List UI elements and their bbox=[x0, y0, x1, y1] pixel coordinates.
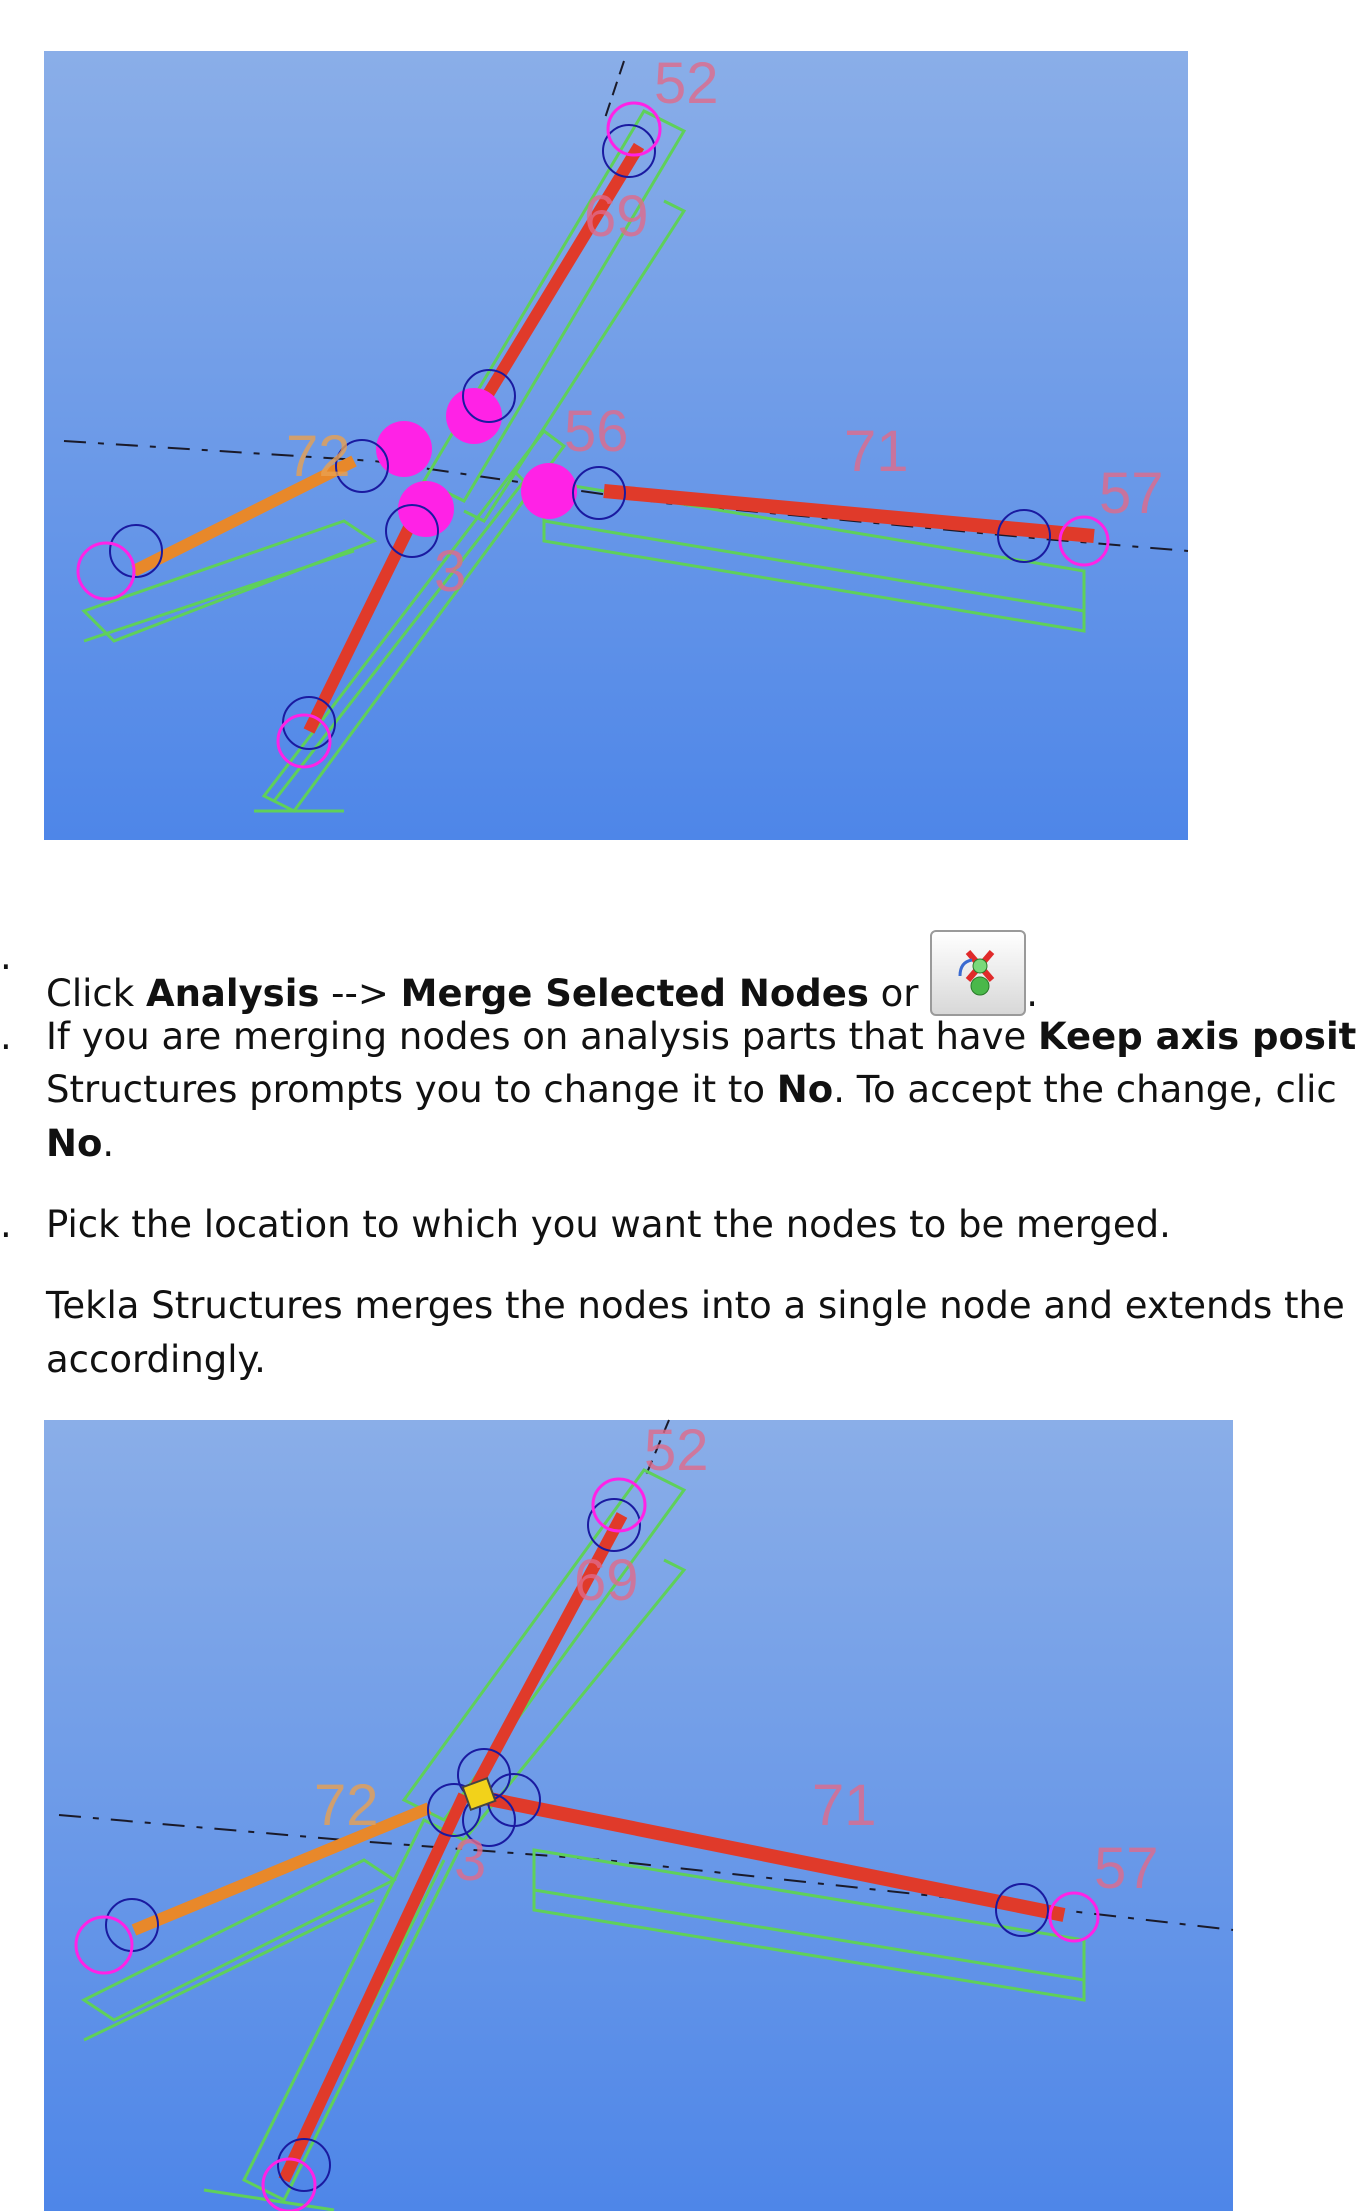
menu-arrow: --> bbox=[319, 972, 401, 1015]
step-3: Pick the location to which you want the nodes to be merged. bbox=[46, 1203, 1171, 1246]
step-2-text-3: . To accept the change, clic bbox=[833, 1068, 1337, 1111]
merge-selected-nodes-command: Merge Selected Nodes bbox=[400, 972, 869, 1015]
svg-text:71: 71 bbox=[844, 419, 909, 484]
step-1-end: . bbox=[1026, 972, 1039, 1015]
step-1 bbox=[46, 930, 1038, 1021]
svg-text:72: 72 bbox=[314, 1773, 379, 1838]
step-number-1: . bbox=[0, 935, 12, 978]
step-2-text-1: If you are merging nodes on analysis parts that have bbox=[46, 1015, 1039, 1058]
no-value-label: No bbox=[776, 1068, 834, 1111]
svg-text:57: 57 bbox=[1094, 1836, 1159, 1901]
svg-text:72: 72 bbox=[286, 424, 351, 489]
step-2-line-3 bbox=[46, 1117, 114, 1171]
step-1-or: or bbox=[868, 972, 931, 1015]
step-1-text: Click bbox=[46, 972, 146, 1015]
svg-text:57: 57 bbox=[1099, 461, 1164, 526]
step-2-text-2: Structures prompts you to change it to bbox=[46, 1068, 777, 1111]
step-2-line-1 bbox=[46, 1010, 1356, 1064]
analysis-menu-label: Analysis bbox=[145, 972, 320, 1015]
no-button-label: No bbox=[46, 1122, 103, 1165]
keep-axis-position-label: Keep axis posit bbox=[1038, 1015, 1356, 1058]
step-number-3: . bbox=[0, 1203, 12, 1246]
step-number-2: . bbox=[0, 1015, 12, 1058]
result-line-2: accordingly. bbox=[46, 1338, 266, 1381]
model-view-after bbox=[44, 1420, 1233, 2211]
model-view-before bbox=[44, 51, 1188, 840]
merge-nodes-icon bbox=[954, 946, 1006, 1002]
svg-text:71: 71 bbox=[812, 1773, 877, 1838]
svg-text:56: 56 bbox=[564, 399, 629, 464]
step-2-end: . bbox=[102, 1122, 115, 1165]
step-2-line-2 bbox=[46, 1063, 1337, 1117]
svg-text:69: 69 bbox=[584, 184, 649, 249]
merge-nodes-button[interactable] bbox=[930, 930, 1026, 1016]
result-line-1: Tekla Structures merges the nodes into a single node and extends the bbox=[46, 1284, 1345, 1327]
svg-text:3: 3 bbox=[434, 539, 467, 604]
svg-text:69: 69 bbox=[574, 1548, 639, 1613]
svg-text:3: 3 bbox=[454, 1828, 487, 1893]
svg-text:52: 52 bbox=[654, 51, 719, 116]
svg-text:52: 52 bbox=[644, 1418, 709, 1483]
